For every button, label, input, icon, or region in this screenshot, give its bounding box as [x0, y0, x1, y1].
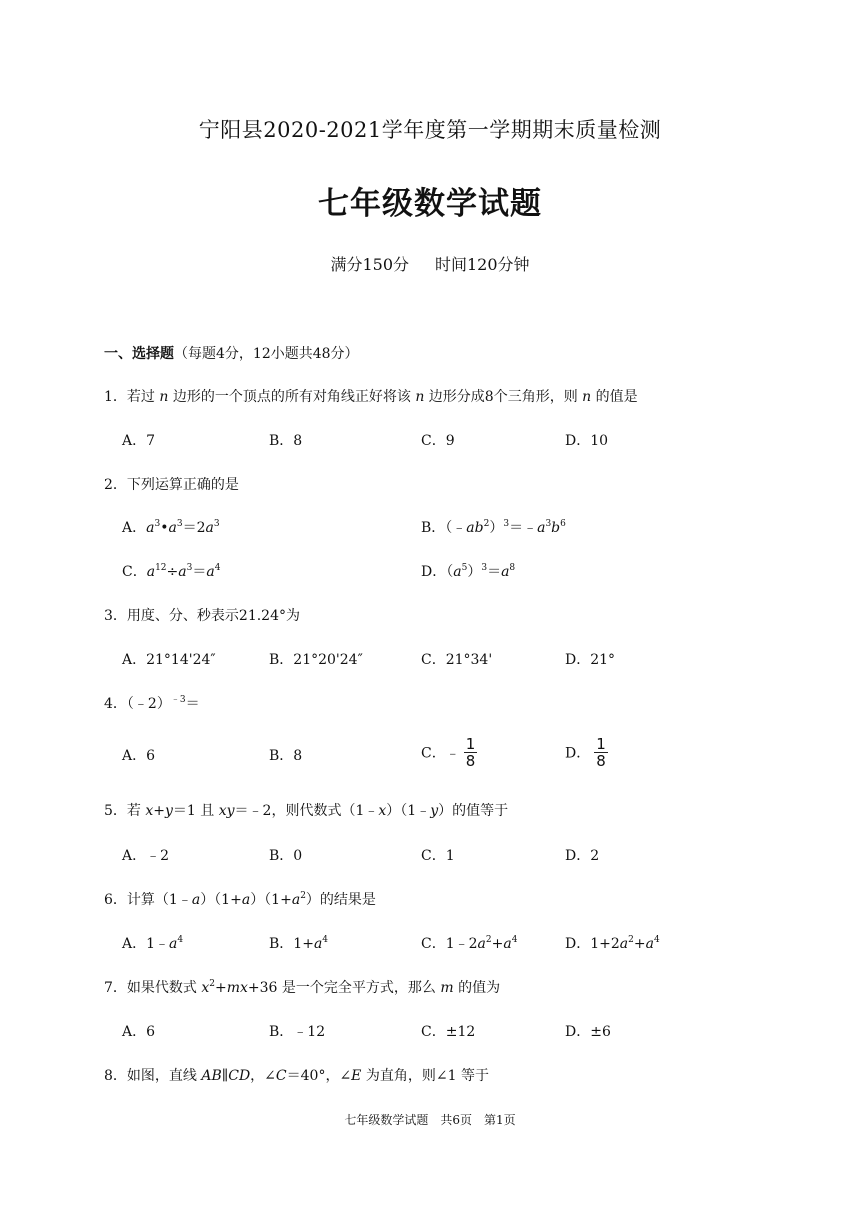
- exam-meta: [0, 252, 860, 275]
- question-1-option-d: D．10: [565, 433, 609, 449]
- fraction-one-eighth: $\frac{1}{8}$: [465, 735, 476, 770]
- exam-subtitle: 宁阳县2020-2021学年度第一学期期末质量检测: [198, 118, 662, 142]
- question-6-option-c: C．$1﹣2a^2+a^4$: [421, 935, 518, 952]
- question-5-option-b: B．0: [269, 848, 303, 864]
- question-1-option-b: B．8: [269, 433, 303, 449]
- question-6-option-d: D．$1+2a^2+a^4$: [565, 935, 660, 952]
- question-3-option-c: C．21°34': [421, 652, 493, 668]
- section-title: 一、选择题: [104, 346, 174, 362]
- question-8-stem: 8．如图，直线 AB∥CD，∠C＝40°，∠E 为直角，则∠1 等于: [104, 1068, 489, 1084]
- question-2-option-d: D．$(a^5)^3=a^8$: [421, 563, 516, 580]
- question-4-option-b: B．8: [269, 748, 303, 764]
- time-limit: 时间120分钟: [435, 255, 530, 274]
- question-1-option-a: A．7: [122, 433, 156, 449]
- question-6-stem: 6．计算$(1﹣a)(1+a)(1+a^2)$的结果是: [104, 891, 376, 908]
- question-5-stem: 5．若 x+y＝1 且 xy＝﹣2，则代数式（1﹣x）（1﹣y）的值等于: [104, 803, 509, 819]
- question-4-option-a: A．6: [122, 748, 156, 764]
- question-3-option-a: A．21°14'24″: [122, 652, 216, 668]
- question-6-option-a: A．$1﹣a^4$: [122, 935, 184, 952]
- question-1-stem: 1．若过 n 边形的一个顶点的所有对角线正好将该 n 边形分成8个三角形，则 n 的值是: [104, 389, 638, 405]
- question-2-stem: 2．下列运算正确的是: [104, 477, 239, 493]
- question-4-stem: 4．（﹣2）$^{﹣3}$＝: [104, 695, 200, 712]
- question-5-option-a: A．﹣2: [122, 848, 170, 864]
- question-5-option-d: D．2: [565, 848, 600, 864]
- question-2-option-c: C．$a^{12}\div a^3=a^4$: [122, 563, 221, 580]
- section-note: （每题4分，12小题共48分）: [174, 346, 359, 362]
- question-3-stem: 3．用度、分、秒表示21.24°为: [104, 608, 300, 624]
- page-footer: [0, 1111, 860, 1128]
- question-3-option-b: B．21°20'24″: [269, 652, 363, 668]
- question-7-option-c: C．±12: [421, 1024, 476, 1040]
- question-2-option-a: A．$a^3•a^3=2a^3$: [122, 519, 220, 536]
- footer-title: 七年级数学试题: [344, 1113, 429, 1127]
- question-4-option-d: D． $\frac{1}{8}$: [565, 735, 606, 770]
- footer-page-count: 共6页: [440, 1113, 472, 1127]
- question-7-option-b: B．﹣12: [269, 1024, 326, 1040]
- question-2-option-b: B．$(﹣ab^2)^3=﹣a^3b^6$: [421, 519, 566, 536]
- question-4-option-c: C．﹣ $\frac{1}{8}$: [421, 735, 476, 770]
- question-6-option-b: B．$1+a^4$: [269, 935, 329, 952]
- question-7-stem: 7．如果代数式 $x^2+mx+36$ 是一个完全平方式，那么 m 的值为: [104, 979, 501, 996]
- full-marks: 满分150分: [330, 255, 409, 274]
- fraction-one-eighth: $\frac{1}{8}$: [596, 735, 606, 770]
- question-7-option-a: A．6: [122, 1024, 156, 1040]
- question-5-option-c: C．1: [421, 848, 455, 864]
- question-3-option-d: D．21°: [565, 652, 616, 668]
- question-7-option-d: D．±6: [565, 1024, 611, 1040]
- footer-page-number: 第1页: [484, 1113, 516, 1127]
- section-heading: [104, 343, 359, 363]
- question-1-option-c: C．9: [421, 433, 455, 449]
- exam-title: 七年级数学试题: [318, 186, 542, 222]
